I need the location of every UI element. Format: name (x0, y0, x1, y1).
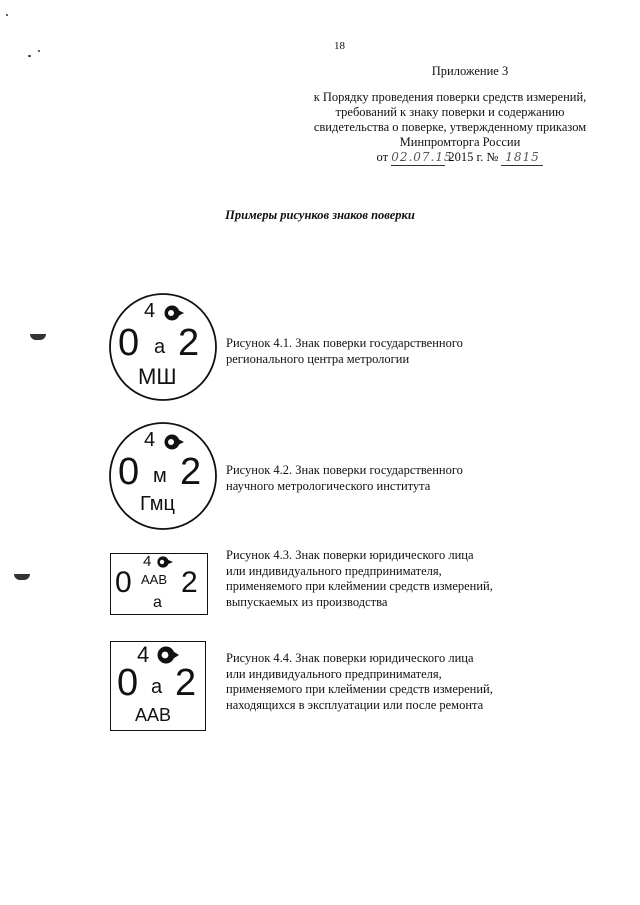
appendix-header (290, 64, 610, 166)
mark-right-digit: 2 (180, 451, 202, 493)
scan-speck (6, 14, 8, 16)
mark-bottom-letter: а (153, 594, 162, 611)
scan-speck (28, 55, 31, 57)
punch-hole-mark (14, 574, 30, 580)
pencil-tip-icon (164, 434, 184, 450)
mark-bottom-code: МШ (138, 364, 177, 389)
handwritten-date: 02.07.15 (391, 150, 453, 164)
mark-bottom-code: Гмц (140, 493, 175, 515)
header-line: требований к знаку поверки и содержанию (335, 105, 565, 119)
verification-mark-4-2 (108, 421, 218, 531)
figure-caption: Рисунок 4.2. Знак поверки государственного научного метрологического института (226, 463, 463, 493)
mark-left-digit: 0 (117, 662, 139, 704)
mark-top-digit: 4 (137, 642, 150, 667)
mark-middle-letter: а (154, 336, 166, 358)
handwritten-number: 1815 (501, 150, 543, 166)
header-line: свидетельства о поверке, утвержденному приказом (313, 120, 587, 134)
mark-middle-letter: м (153, 465, 167, 487)
mark-middle-code: ААВ (141, 572, 168, 587)
mark-left-digit: 0 (118, 322, 140, 364)
scan-speck (38, 50, 40, 52)
mark-right-digit: 2 (178, 322, 200, 364)
figure-caption: Рисунок 4.4. Знак поверки юридического лица или индивидуального предпринимателя, применяемого при клеймении средств измерений, находящихся в эксплуатации или после ремонта (226, 651, 493, 712)
mark-left-digit: 0 (118, 451, 140, 493)
appendix-title: Приложение 3 (431, 64, 509, 78)
mark-top-digit: 4 (144, 429, 156, 451)
verification-mark-4-1 (108, 292, 218, 402)
mark-left-digit: 0 (115, 566, 132, 599)
mark-top-digit: 4 (144, 300, 156, 322)
page-number: 18 (334, 40, 345, 52)
mark-middle-letter: а (151, 676, 163, 698)
figure-caption: Рисунок 4.1. Знак поверки государственного регионального центра метрологии (226, 336, 463, 366)
header-line: к Порядку проведения поверки средств измерений, (313, 90, 587, 104)
verification-mark-4-3 (110, 553, 208, 615)
mark-bottom-code: ААВ (135, 705, 172, 725)
pencil-tip-icon (164, 305, 184, 321)
date-prefix: от (376, 150, 389, 164)
section-title: Примеры рисунков знаков поверки (225, 208, 415, 222)
order-date-line (290, 150, 610, 166)
year-text: 2015 г. № (448, 150, 499, 164)
mark-top-digit: 4 (143, 553, 152, 570)
mark-right-digit: 2 (181, 566, 198, 599)
punch-hole-mark (30, 334, 46, 340)
pencil-tip-icon (157, 556, 173, 568)
figure-caption: Рисунок 4.3. Знак поверки юридического лица или индивидуального предпринимателя, применяемого при клеймении средств измерений, выпускаемых из производства (226, 548, 493, 609)
mark-right-digit: 2 (175, 662, 197, 704)
header-line: Минпромторга России (399, 135, 521, 149)
verification-mark-4-4 (110, 641, 206, 731)
